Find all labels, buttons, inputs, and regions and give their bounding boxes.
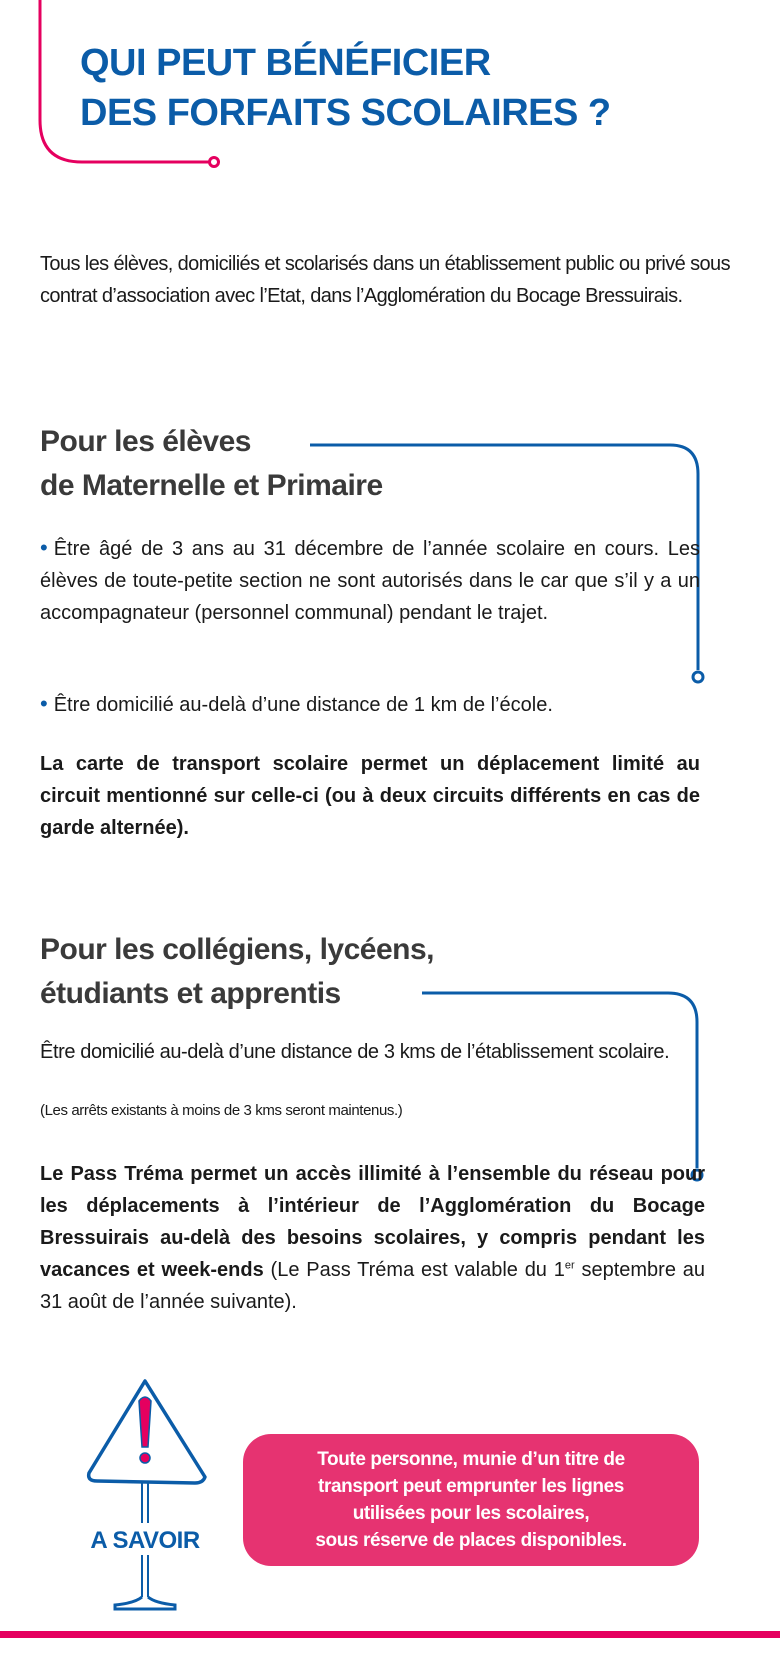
bottom-divider bbox=[0, 1631, 780, 1638]
warning-sign-icon bbox=[75, 1375, 215, 1615]
a-savoir-label: A SAVOIR bbox=[80, 1527, 210, 1555]
pass-trema-bold-text: Le Pass Tréma permet un accès illimité à l’ensemble du réseau pour les déplacements à l’intérieur de l’Agglomération du Bocage Bressuirais au-delà des besoins scolaires, y compris pendant les vacances et week-ends bbox=[40, 1163, 705, 1281]
bullet-dot-icon: • bbox=[40, 691, 48, 716]
info-box-line: transport peut emprunter les lignes bbox=[318, 1476, 624, 1497]
info-box-line: Toute personne, munie d’un titre de bbox=[317, 1449, 625, 1470]
section2-heading-line2: étudiants et apprentis bbox=[40, 977, 341, 1010]
section1-heading bbox=[40, 420, 383, 508]
section1-heading-line1: Pour les élèves bbox=[40, 425, 251, 458]
section1-transport-card-note: La carte de transport scolaire permet un déplacement limité au circuit mentionné sur celle-ci (ou à deux circuits différents en cas de garde alternée). bbox=[40, 753, 700, 839]
bullet-text: Être âgé de 3 ans au 31 décembre de l’année scolaire en cours. Les élèves de toute-petite section ne sont autorisés dans le car que s’il y a un accompagnateur (personnel communal) pendant le trajet. bbox=[40, 538, 700, 624]
page-title-line2: DES FORFAITS SCOLAIRES ? bbox=[80, 92, 611, 134]
bullet-dot-icon: • bbox=[40, 535, 48, 560]
intro-paragraph: Tous les élèves, domiciliés et scolarisés dans un établissement public ou privé sous contrat d’association avec l’Etat, dans l’Agglomération du Bocage Bressuirais. bbox=[40, 253, 730, 307]
section2-stops-note: (Les arrêts existants à moins de 3 kms seront maintenus.) bbox=[40, 1102, 403, 1119]
info-box bbox=[243, 1434, 699, 1566]
section1-heading-line2: de Maternelle et Primaire bbox=[40, 469, 383, 502]
ordinal-superscript: er bbox=[564, 1259, 575, 1272]
section1-bullet-distance bbox=[40, 688, 700, 721]
page-title-line1: QUI PEUT BÉNÉFICIER bbox=[80, 42, 491, 84]
pass-trema-validity-text: (Le Pass Tréma est valable du 1 bbox=[263, 1259, 565, 1281]
section2-heading-line1: Pour les collégiens, lycéens, bbox=[40, 933, 435, 966]
info-box-line: sous réserve de places disponibles. bbox=[315, 1530, 627, 1551]
section1-connector-dot bbox=[693, 672, 703, 682]
section2-heading bbox=[40, 928, 434, 1016]
bullet-text: Être domicilié au-delà d’une distance de 1 km de l’école. bbox=[53, 694, 553, 716]
header-bracket-dot bbox=[210, 158, 219, 167]
section1-bullet-age bbox=[40, 532, 700, 629]
section2-distance-paragraph: Être domicilié au-delà d’une distance de 3 kms de l’établissement scolaire. bbox=[40, 1041, 670, 1063]
page-title bbox=[80, 38, 720, 138]
section2-pass-trema-note bbox=[40, 1158, 705, 1318]
pass-trema-validity-text-end: septembre au 31 août de l’année suivante). bbox=[40, 1259, 706, 1313]
info-box-line: utilisées pour les scolaires, bbox=[352, 1503, 590, 1524]
section2-connector-line bbox=[422, 993, 697, 1168]
